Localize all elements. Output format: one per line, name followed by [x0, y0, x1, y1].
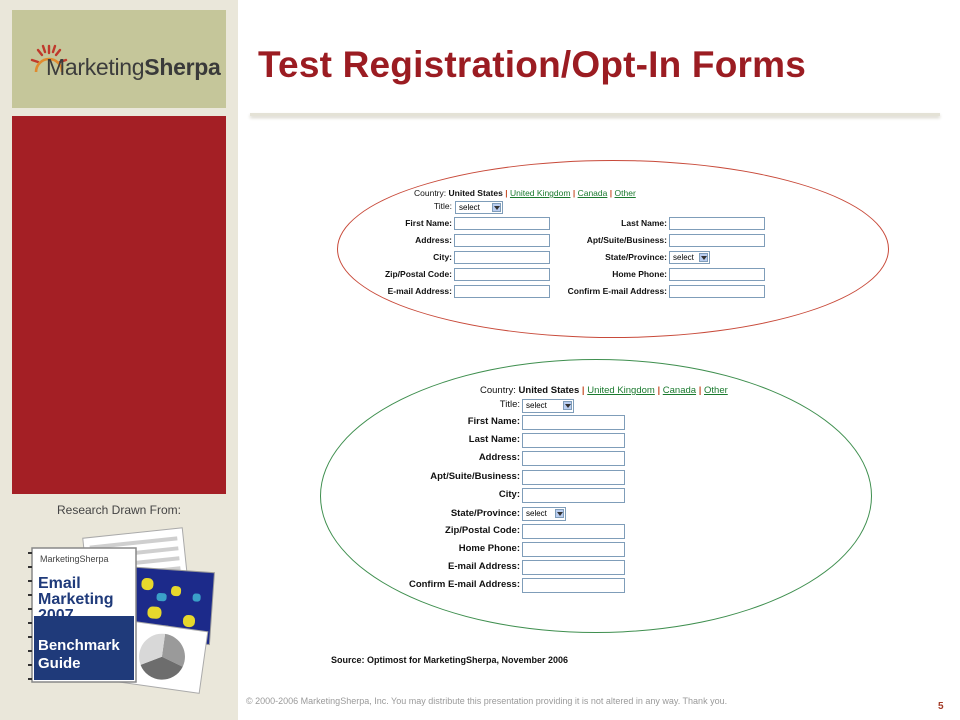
form-b-country-link-other[interactable]: Other [704, 385, 728, 396]
form-b-country-link-uk[interactable]: United Kingdom [587, 385, 655, 396]
form-a-first-name-input[interactable] [454, 217, 550, 230]
logo-text: MarketingSherpa [46, 54, 221, 80]
form-a-country-link-other[interactable]: Other [614, 188, 636, 198]
form-b-label: Confirm E-mail Address: [408, 579, 520, 590]
form-b-label: State/Province: [450, 508, 520, 519]
form-a-left-label: E-mail Address: [387, 286, 452, 296]
form-b-country-link-canada[interactable]: Canada [662, 385, 697, 396]
form-a-right-label: State/Province: [605, 252, 667, 262]
source-note: Source: Optimost for MarketingSherpa, November 2006 [331, 655, 569, 665]
form-a-email-input[interactable] [454, 285, 550, 298]
form-b-title-label: Title: [499, 399, 520, 410]
form-a-left-label: Address: [415, 235, 452, 245]
sidebar [0, 0, 238, 720]
book-brand: MarketingSherpa [40, 554, 109, 564]
form-b-first-name-input[interactable] [522, 415, 625, 430]
form-a-left-label: First Name: [405, 218, 452, 228]
form-b-country-row: Country: United States | United Kingdom | Canada | Other [480, 385, 728, 396]
copyright-footer: © 2000-2006 MarketingSherpa, Inc. You may distribute this presentation providing it is not altered in any way. Thank you. [246, 696, 728, 706]
form-a-right-label: Confirm E-mail Address: [567, 286, 667, 296]
form-a-country-row: Country: United States | United Kingdom | Canada | Other [414, 188, 636, 198]
form-b-confirm-email-input[interactable] [522, 578, 625, 593]
sidebar-red-panel [12, 116, 226, 494]
form-a-country-link-uk[interactable]: United Kingdom [509, 188, 571, 198]
research-label: Research Drawn From: [56, 503, 182, 517]
book-line5: Guide [38, 655, 81, 672]
form-a-city-input[interactable] [454, 251, 550, 264]
form-a-title-select[interactable]: select [455, 201, 503, 214]
chevron-down-icon [492, 203, 501, 212]
form-b-label: E-mail Address: [448, 561, 520, 572]
book-line4: Benchmark [38, 637, 120, 654]
chevron-down-icon [555, 509, 564, 518]
form-a-right-label: Last Name: [621, 218, 667, 228]
form-b-title-select[interactable]: select [522, 399, 574, 413]
slide-title: Test Registration/Opt-In Forms [258, 44, 807, 85]
form-b-zip-input[interactable] [522, 524, 625, 539]
form-b-label: Zip/Postal Code: [445, 525, 520, 536]
title-divider [250, 113, 940, 116]
form-b-state-select[interactable]: select [522, 507, 566, 521]
form-a-home-phone-input[interactable] [669, 268, 765, 281]
book-line2: Marketing [38, 591, 114, 608]
form-b-label: Apt/Suite/Business: [430, 471, 520, 482]
form-b-label: First Name: [467, 416, 520, 427]
form-a-right-label: Home Phone: [612, 269, 667, 279]
form-b-country-current: United States [518, 385, 580, 396]
page-number: 5 [938, 701, 944, 712]
form-a-left-label: Zip/Postal Code: [384, 269, 452, 279]
form-a-state-select[interactable]: select [669, 251, 710, 264]
form-b-label: Home Phone: [458, 543, 520, 554]
form-a-country-current: United States [448, 188, 503, 198]
form-a-highlight-ellipse [337, 160, 889, 338]
form-b-label: City: [498, 489, 520, 500]
form-a-address-input[interactable] [454, 234, 550, 247]
form-b-label: Address: [478, 452, 520, 463]
form-b-apt-input[interactable] [522, 470, 625, 485]
form-a-country-link-canada[interactable]: Canada [577, 188, 608, 198]
book-line1: Email [38, 575, 81, 592]
form-a-confirm-email-input[interactable] [669, 285, 765, 298]
book-line3: 2007 [38, 607, 74, 624]
chevron-down-icon [563, 401, 572, 410]
form-b-address-input[interactable] [522, 451, 625, 466]
form-b-home-phone-input[interactable] [522, 542, 625, 557]
benchmark-guide-image [24, 526, 220, 696]
chevron-down-icon [699, 253, 708, 262]
form-a-left-label: City: [433, 252, 452, 262]
form-b-city-input[interactable] [522, 488, 625, 503]
form-b-email-input[interactable] [522, 560, 625, 575]
form-a-zip-input[interactable] [454, 268, 550, 281]
form-a-title-label: Title: [433, 201, 452, 211]
form-b-label: Last Name: [468, 434, 520, 445]
form-a-last-name-input[interactable] [669, 217, 765, 230]
logo [12, 10, 226, 108]
form-b-last-name-input[interactable] [522, 433, 625, 448]
form-a-right-label: Apt/Suite/Business: [586, 235, 667, 245]
form-a-apt-input[interactable] [669, 234, 765, 247]
